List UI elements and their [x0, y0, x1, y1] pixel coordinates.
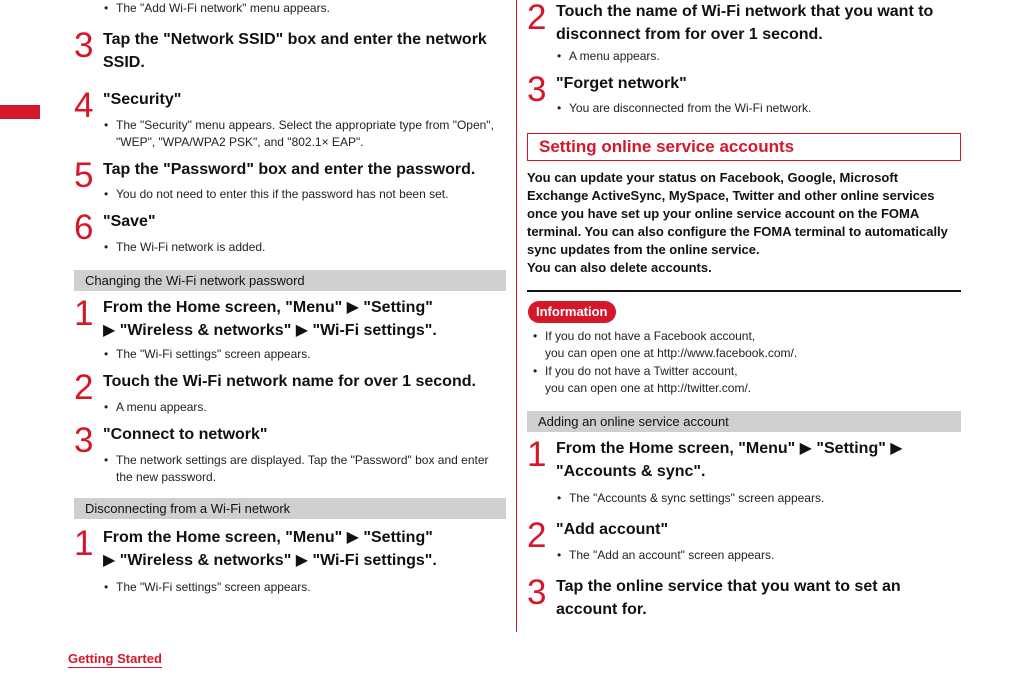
info-item-twitter: • If you do not have a Twitter account, you can open one at http://twitter.com/.: [533, 363, 961, 397]
step-number: 1: [74, 524, 94, 563]
step-note: • The "Wi-Fi settings" screen appears.: [104, 346, 506, 363]
step-number: 1: [74, 294, 94, 333]
step-title: "Save": [103, 213, 156, 230]
step-note: • The "Accounts & sync settings" screen appears.: [557, 490, 961, 507]
top-note: • The "Add Wi-Fi network" menu appears.: [104, 0, 506, 17]
step-note: • The network settings are displayed. Tap the "Password" box and enter the new password.: [104, 452, 506, 486]
step-title: From the Home screen, "Menu" ▶ "Setting" ▶ "Wireless & networks" ▶ "Wi-Fi settings".: [103, 529, 437, 569]
step-number: 2: [527, 516, 547, 555]
step-note: • The "Wi-Fi settings" screen appears.: [104, 579, 506, 596]
information-badge: Information: [528, 301, 616, 323]
step-note: • The "Security" menu appears. Select the appropriate type from "Open", "WEP", "WPA/WPA2 PSK", and "802.1× EAP".: [104, 117, 506, 151]
step-title: Touch the name of Wi-Fi network that you want to disconnect from for over 1 second.: [556, 3, 934, 43]
step-note: • A menu appears.: [104, 399, 506, 416]
subsection-change-password: Changing the Wi-Fi network password: [74, 270, 506, 291]
section-intro: You can update your status on Facebook, Google, Microsoft Exchange ActiveSync, MySpace, Twitter and other online services once you have set up your online service account on the FOMA terminal. You can also configure the FOMA terminal to automatically sync updates from the online service. You can also delete accounts.: [527, 170, 948, 275]
subsection-disconnect: Disconnecting from a Wi-Fi network: [74, 498, 506, 519]
step-number: 1: [527, 435, 547, 474]
step-number: 3: [74, 421, 94, 460]
step-title: Touch the Wi-Fi network name for over 1 second.: [103, 373, 476, 390]
step-title: From the Home screen, "Menu" ▶ "Setting" ▶ "Wireless & networks" ▶ "Wi-Fi settings".: [103, 299, 437, 339]
step-title: Tap the "Network SSID" box and enter the network SSID.: [103, 31, 487, 71]
step-title: Tap the "Password" box and enter the password.: [103, 161, 476, 178]
subsection-add-account: Adding an online service account: [527, 411, 961, 432]
step-title: "Security": [103, 91, 182, 108]
step-title: "Forget network": [556, 75, 687, 92]
step-title: "Connect to network": [103, 426, 268, 443]
step-title: From the Home screen, "Menu" ▶ "Setting" ▶ "Accounts & sync".: [556, 440, 903, 480]
step-number: 3: [74, 26, 94, 65]
footer-chapter-link[interactable]: Getting Started: [68, 651, 162, 666]
chapter-tab-marker: [0, 105, 40, 119]
step-number: 5: [74, 156, 94, 195]
step-number: 3: [527, 573, 547, 612]
section-title-online-accounts: Setting online service accounts: [527, 133, 961, 161]
step-note: • The Wi-Fi network is added.: [104, 239, 506, 256]
info-divider: [527, 290, 961, 292]
step-number: 6: [74, 208, 94, 247]
step-note: • A menu appears.: [557, 48, 961, 65]
step-number: 3: [527, 70, 547, 109]
step-number: 2: [74, 368, 94, 407]
step-note: • You are disconnected from the Wi-Fi network.: [557, 100, 961, 117]
step-note: • The "Add an account" screen appears.: [557, 547, 961, 564]
step-title: "Add account": [556, 521, 669, 538]
info-item-facebook: • If you do not have a Facebook account, you can open one at http://www.facebook.com/.: [533, 328, 961, 362]
column-divider: [516, 0, 517, 632]
step-note: • You do not need to enter this if the password has not been set.: [104, 186, 506, 203]
step-number: 4: [74, 86, 94, 125]
step-number: 2: [527, 0, 547, 37]
step-title: Tap the online service that you want to set an account for.: [556, 578, 901, 618]
